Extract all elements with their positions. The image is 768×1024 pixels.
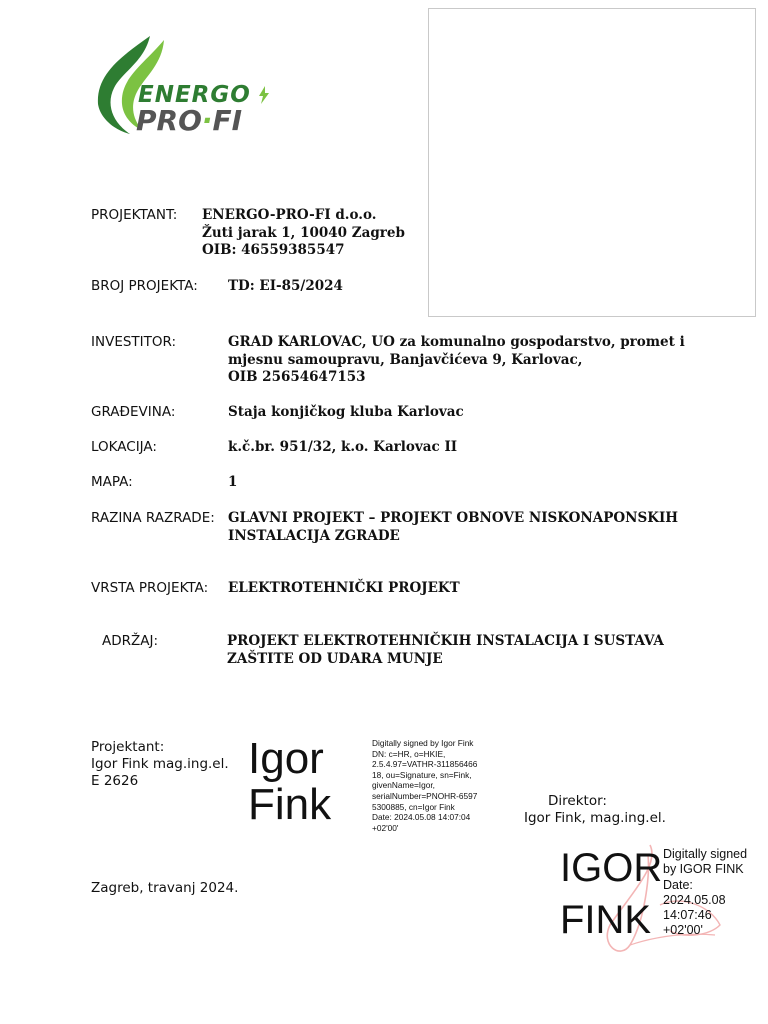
- company-logo: [92, 34, 277, 138]
- signature1-name-line: Igor: [248, 734, 324, 783]
- footer-projektant: [91, 739, 229, 790]
- gradevina-label: GRAĐEVINA:: [91, 404, 176, 420]
- signature2-detail: Date:: [663, 877, 693, 892]
- signature1-detail: 18, ou=Signature, sn=Fink,: [372, 769, 472, 780]
- razina-value: [228, 510, 678, 545]
- logo-line2-fi: FI: [212, 104, 243, 137]
- projektant-label: PROJEKTANT:: [91, 207, 178, 223]
- signature2-detail: 14:07:46: [663, 908, 712, 923]
- sadrzaj-value: [227, 633, 664, 668]
- signature2-detail: 2024.05.08: [663, 892, 726, 907]
- footer-projektant-line: E 2626: [91, 773, 139, 789]
- signature2-details: [663, 847, 747, 939]
- projektant-line: Žuti jarak 1, 10040 Zagreb: [202, 224, 405, 241]
- signature1-detail: givenName=Igor,: [372, 780, 435, 791]
- vrsta-value: ELEKTROTEHNIČKI PROJEKT: [228, 580, 460, 596]
- investitor-line: OIB 25654647153: [228, 369, 366, 385]
- footer-projektant-line: Projektant:: [91, 739, 165, 755]
- broj-projekta-value: TD: EI-85/2024: [228, 278, 343, 294]
- sadrzaj-label: ADRŽAJ:: [102, 633, 159, 649]
- projektant-value: [202, 207, 405, 260]
- vrsta-label: VRSTA PROJEKTA:: [91, 580, 209, 596]
- signature2-name-line: FINK: [560, 898, 652, 942]
- signature2-name-line: IGOR: [560, 846, 663, 890]
- signature1-detail: 5300885, cn=Igor Fink: [372, 801, 455, 812]
- signature1-name-line: Fink: [248, 780, 332, 829]
- signature1-detail: DN: c=HR, o=HKIE,: [372, 748, 446, 759]
- logo-line2-pro: PRO: [136, 104, 202, 137]
- investitor-label: INVESTITOR:: [91, 334, 177, 350]
- logo-bolt-icon: [258, 86, 270, 104]
- signature1-detail: +02'00': [372, 822, 399, 833]
- signature1-name: [248, 736, 331, 828]
- investitor-line: mjesnu samoupravu, Banjavčićeva 9, Karlovac,: [228, 351, 583, 368]
- logo-line1: ENERGO: [138, 82, 251, 108]
- gradevina-value: Staja konjičkog kluba Karlovac: [228, 404, 464, 420]
- razina-line: GLAVNI PROJEKT – PROJEKT OBNOVE NISKONAPONSKIH: [228, 510, 679, 526]
- direktor-name: Igor Fink, mag.ing.el.: [524, 810, 666, 826]
- sadrzaj-line: ZAŠTITE OD UDARA MUNJE: [227, 650, 443, 667]
- signature1-details: [372, 738, 477, 833]
- stamp-box: [428, 8, 756, 317]
- signature2-detail: by IGOR FINK: [663, 862, 744, 877]
- footer-projektant-line: Igor Fink mag.ing.el.: [91, 756, 229, 772]
- signature1-detail: Date: 2024.05.08 14:07:04: [372, 812, 471, 823]
- signature2-detail: Digitally signed: [663, 847, 748, 861]
- signature2-detail: +02'00': [663, 923, 703, 938]
- signature2-name: [560, 842, 662, 946]
- lokacija-label: LOKACIJA:: [91, 439, 157, 455]
- signature1-detail: serialNumber=PNOHR-6597: [372, 790, 478, 801]
- razina-label: RAZINA RAZRADE:: [91, 510, 215, 526]
- lokacija-value: k.č.br. 951/32, k.o. Karlovac II: [228, 439, 458, 455]
- place-date: Zagreb, travanj 2024.: [91, 880, 239, 896]
- logo-line2: PRO·FI: [136, 104, 243, 137]
- investitor-line: GRAD KARLOVAC, UO za komunalno gospodarstvo, promet i: [228, 334, 685, 350]
- signature1-detail: 2.5.4.97=VATHR-311856466: [372, 759, 478, 770]
- mapa-label: MAPA:: [91, 474, 133, 490]
- projektant-line: ENERGO-PRO-FI d.o.o.: [202, 207, 377, 223]
- investitor-value: [228, 334, 716, 387]
- razina-line: INSTALACIJA ZGRADE: [228, 527, 400, 544]
- sadrzaj-line: PROJEKT ELEKTROTEHNIČKIH INSTALACIJA I SUSTAVA: [227, 633, 664, 649]
- direktor-label: Direktor:: [548, 793, 607, 809]
- broj-projekta-label: BROJ PROJEKTA:: [91, 278, 198, 294]
- signature1-detail: Digitally signed by Igor Fink: [372, 738, 474, 748]
- projektant-line: OIB: 46559385547: [202, 242, 345, 258]
- mapa-value: 1: [228, 474, 238, 490]
